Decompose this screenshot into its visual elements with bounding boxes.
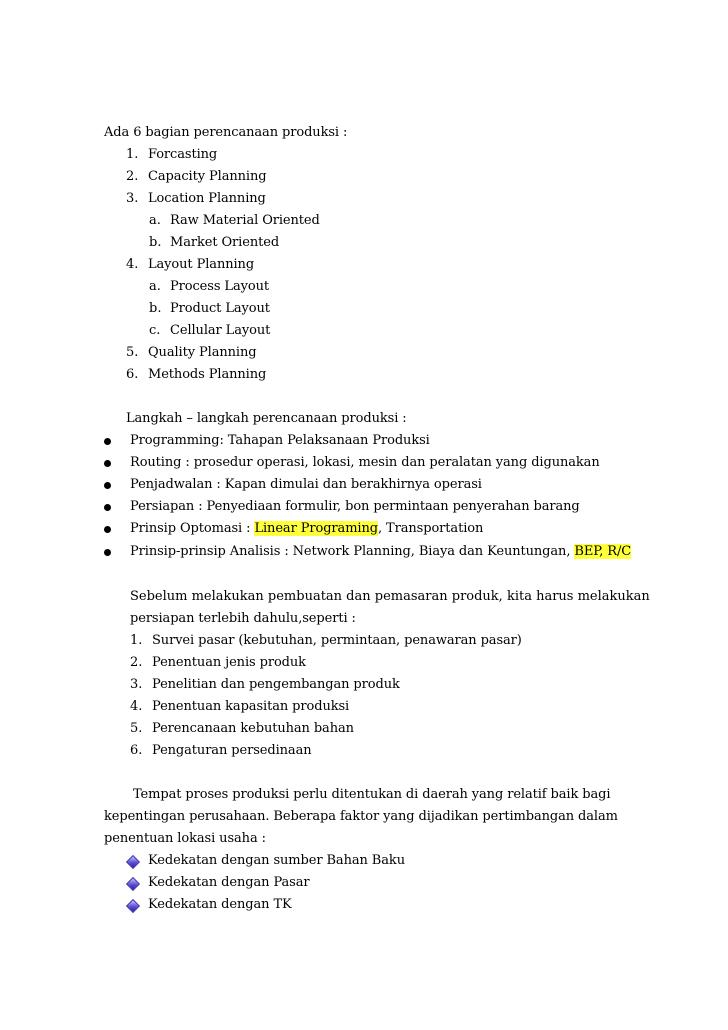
list-number: 4. bbox=[130, 699, 143, 714]
location-paragraph-line1: Tempat proses produksi perlu ditentukan di daerah yang relatif baik bagi bbox=[133, 787, 611, 802]
bullet-item-optimasi bbox=[130, 520, 483, 538]
bullet-item: Programming: Tahapan Pelaksanaan Produksi bbox=[130, 433, 430, 448]
list-item: Kedekatan dengan sumber Bahan Baku bbox=[148, 853, 405, 868]
optimasi-suffix: , Transportation bbox=[377, 521, 484, 536]
section1-intro: Ada 6 bagian perencanaan produksi : bbox=[104, 125, 348, 140]
bullet-icon bbox=[104, 460, 111, 467]
diamond-bullet-icon bbox=[126, 877, 140, 891]
list-item: Methods Planning bbox=[148, 367, 267, 382]
list-number: 4. bbox=[126, 257, 139, 272]
list-item: Penentuan kapasitan produksi bbox=[152, 699, 350, 714]
diamond-bullet-icon bbox=[126, 855, 140, 869]
bullet-icon bbox=[104, 504, 111, 511]
sublist-letter: a. bbox=[149, 279, 161, 294]
optimasi-prefix: Prinsip Optomasi : bbox=[130, 521, 255, 536]
list-number: 1. bbox=[126, 147, 139, 162]
list-number: 5. bbox=[126, 345, 139, 360]
list-number: 2. bbox=[126, 169, 139, 184]
bullet-icon bbox=[104, 526, 111, 533]
list-number: 3. bbox=[126, 191, 139, 206]
list-number: 3. bbox=[130, 677, 143, 692]
bullet-icon bbox=[104, 438, 111, 445]
sublist-item: Cellular Layout bbox=[170, 323, 271, 338]
list-item: Capacity Planning bbox=[148, 169, 267, 184]
location-paragraph-line3: penentuan lokasi usaha : bbox=[104, 831, 266, 846]
list-number: 6. bbox=[126, 367, 139, 382]
bullet-icon bbox=[104, 482, 111, 489]
sublist-item: Process Layout bbox=[170, 279, 269, 294]
list-number: 1. bbox=[130, 633, 143, 648]
sublist-letter: b. bbox=[149, 235, 162, 250]
list-number: 5. bbox=[130, 721, 143, 736]
list-item: Quality Planning bbox=[148, 345, 257, 360]
list-item: Pengaturan persedinaan bbox=[152, 743, 312, 758]
bullet-item: Routing : prosedur operasi, lokasi, mesin dan peralatan yang digunakan bbox=[130, 455, 600, 470]
location-paragraph-line2: kepentingan perusahaan. Beberapa faktor yang dijadikan pertimbangan dalam bbox=[104, 809, 618, 824]
list-number: 6. bbox=[130, 743, 143, 758]
sublist-letter: a. bbox=[149, 213, 161, 228]
preparation-paragraph: Sebelum melakukan pembuatan dan pemasaran produk, kita harus melakukan bbox=[130, 589, 650, 604]
section2-intro: Langkah – langkah perencanaan produksi : bbox=[126, 411, 407, 426]
list-item: Location Planning bbox=[148, 191, 266, 206]
sublist-item: Product Layout bbox=[170, 301, 270, 316]
list-item: Kedekatan dengan TK bbox=[148, 897, 292, 912]
bullet-item: Penjadwalan : Kapan dimulai dan berakhirnya operasi bbox=[130, 477, 482, 492]
sublist-item: Raw Material Oriented bbox=[170, 213, 320, 228]
sublist-letter: c. bbox=[149, 323, 161, 338]
list-item: Survei pasar (kebutuhan, permintaan, penawaran pasar) bbox=[152, 633, 522, 648]
list-item: Layout Planning bbox=[148, 257, 255, 272]
bullet-item: Persiapan : Penyediaan formulir, bon permintaan penyerahan barang bbox=[130, 499, 580, 514]
preparation-paragraph-cont: persiapan terlebih dahulu,seperti : bbox=[130, 611, 356, 626]
list-number: 2. bbox=[130, 655, 143, 670]
bullet-item-analisis bbox=[130, 543, 631, 561]
list-item: Penelitian dan pengembangan produk bbox=[152, 677, 400, 692]
highlighted-text: BEP, R/C bbox=[574, 544, 632, 559]
sublist-item: Market Oriented bbox=[170, 235, 280, 250]
list-item: Forcasting bbox=[148, 147, 218, 162]
bullet-icon bbox=[104, 549, 111, 556]
sublist-letter: b. bbox=[149, 301, 162, 316]
analisis-prefix: Prinsip-prinsip Analisis : Network Planning, Biaya dan Keuntungan, bbox=[130, 544, 575, 559]
list-item: Perencanaan kebutuhan bahan bbox=[152, 721, 354, 736]
diamond-bullet-icon bbox=[126, 899, 140, 913]
list-item: Penentuan jenis produk bbox=[152, 655, 306, 670]
highlighted-text: Linear Programing bbox=[254, 521, 378, 536]
list-item: Kedekatan dengan Pasar bbox=[148, 875, 310, 890]
